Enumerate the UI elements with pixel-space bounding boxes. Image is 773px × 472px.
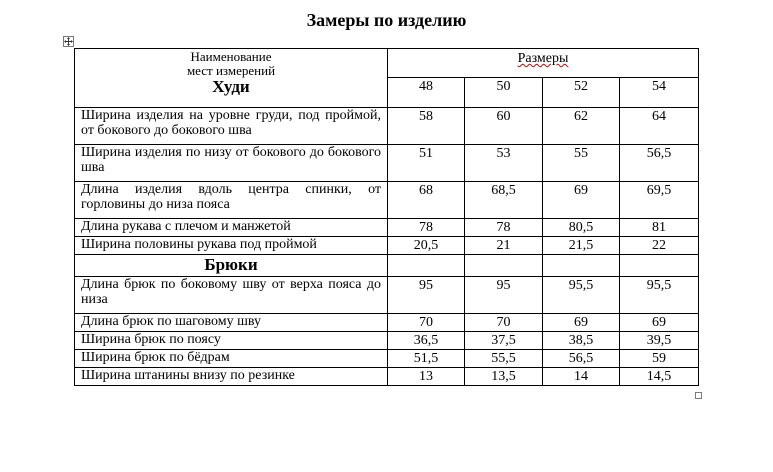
row-value: 58: [388, 108, 465, 145]
row-value: 60: [465, 108, 543, 145]
row-value: 51,5: [388, 350, 465, 368]
row-value: 55: [543, 145, 620, 182]
table-row: [75, 108, 699, 145]
table-row: [75, 332, 699, 350]
row-value: 81: [620, 219, 699, 237]
section-title-hoodie: Худи: [212, 77, 250, 96]
table-row: [75, 314, 699, 332]
row-label: Ширина половины рукава под проймой: [75, 237, 388, 255]
section-row: [75, 255, 699, 277]
row-value: 53: [465, 145, 543, 182]
table-row: [75, 277, 699, 314]
size-header: 48: [388, 78, 465, 108]
row-value: 69,5: [620, 182, 699, 219]
header-sizes-label: Размеры: [517, 51, 569, 66]
row-value: 37,5: [465, 332, 543, 350]
table-resize-handle[interactable]: [695, 392, 702, 399]
table-row: [75, 368, 699, 386]
row-value: 95: [465, 277, 543, 314]
row-value: 70: [465, 314, 543, 332]
size-header: 50: [465, 78, 543, 108]
row-value: 68,5: [465, 182, 543, 219]
row-value: 64: [620, 108, 699, 145]
header-name-line2: мест измерений: [186, 63, 276, 78]
row-label: Длина изделия вдоль центра спинки, от горловины до низа пояса: [75, 182, 388, 219]
empty-cell: [543, 255, 620, 277]
table-row: [75, 145, 699, 182]
row-value: 95,5: [620, 277, 699, 314]
table-row: [75, 350, 699, 368]
row-value: 14: [543, 368, 620, 386]
size-header: 52: [543, 78, 620, 108]
row-label: Ширина изделия по низу от бокового до бокового шва: [75, 145, 388, 182]
header-sizes: [388, 49, 699, 78]
row-value: 36,5: [388, 332, 465, 350]
row-value: 13: [388, 368, 465, 386]
row-label: Ширина штанины внизу по резинке: [75, 368, 388, 386]
row-label: Длина брюк по шаговому шву: [75, 314, 388, 332]
row-value: 95: [388, 277, 465, 314]
row-label: Длина рукава с плечом и манжетой: [75, 219, 388, 237]
row-label: Ширина изделия на уровне груди, под проймой, от бокового до бокового шва: [75, 108, 388, 145]
table-row: [75, 237, 699, 255]
row-value: 69: [543, 182, 620, 219]
header-measurement-name: [75, 49, 388, 108]
row-value: 22: [620, 237, 699, 255]
page-title: Замеры по изделию: [306, 10, 467, 30]
row-value: 95,5: [543, 277, 620, 314]
table-row: [75, 182, 699, 219]
size-header: 54: [620, 78, 699, 108]
row-value: 59: [620, 350, 699, 368]
row-value: 69: [620, 314, 699, 332]
row-value: 14,5: [620, 368, 699, 386]
row-value: 55,5: [465, 350, 543, 368]
row-value: 70: [388, 314, 465, 332]
row-label: Ширина брюк по поясу: [75, 332, 388, 350]
row-value: 38,5: [543, 332, 620, 350]
table-move-handle-icon[interactable]: [63, 36, 74, 47]
row-value: 20,5: [388, 237, 465, 255]
empty-cell: [388, 255, 465, 277]
table-row: [75, 219, 699, 237]
row-value: 68: [388, 182, 465, 219]
row-value: 62: [543, 108, 620, 145]
row-label: Длина брюк по боковому шву от верха пояса до низа: [75, 277, 388, 314]
row-value: 13,5: [465, 368, 543, 386]
row-value: 21: [465, 237, 543, 255]
row-value: 80,5: [543, 219, 620, 237]
row-value: 21,5: [543, 237, 620, 255]
empty-cell: [620, 255, 699, 277]
row-value: 78: [465, 219, 543, 237]
section-title-pants: Брюки: [75, 255, 388, 277]
measurements-table: [74, 48, 699, 386]
row-value: 56,5: [543, 350, 620, 368]
row-value: 51: [388, 145, 465, 182]
row-label: Ширина брюк по бёдрам: [75, 350, 388, 368]
row-value: 69: [543, 314, 620, 332]
row-value: 78: [388, 219, 465, 237]
empty-cell: [465, 255, 543, 277]
row-value: 56,5: [620, 145, 699, 182]
header-name-line1: Наименование: [190, 49, 272, 64]
row-value: 39,5: [620, 332, 699, 350]
